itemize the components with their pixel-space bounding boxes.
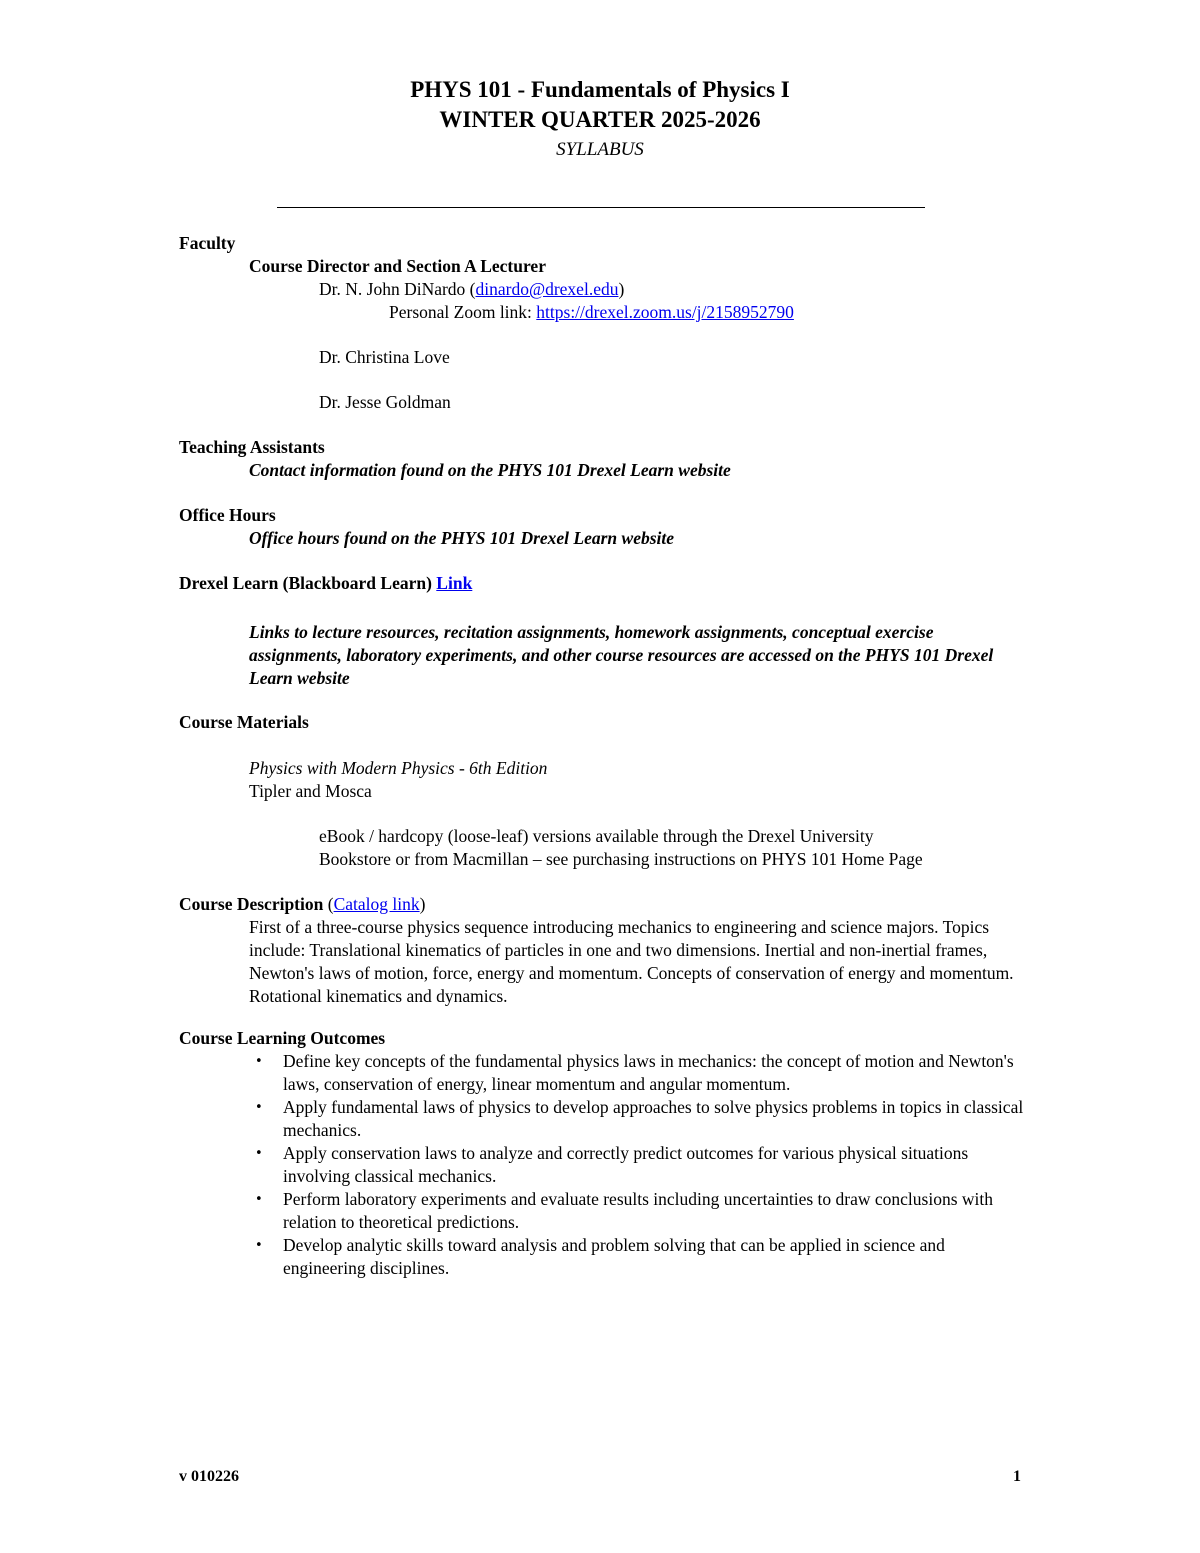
bullet-icon: •: [255, 1192, 263, 1207]
bullet-icon: •: [255, 1054, 263, 1069]
list-item: [249, 1096, 1029, 1142]
faculty-heading: Faculty: [179, 233, 236, 253]
zoom-label: Personal Zoom link:: [389, 302, 537, 322]
course-director-label: Course Director and Section A Lecturer: [249, 256, 546, 276]
textbook-title: Physics with Modern Physics - 6th Edition: [249, 758, 548, 778]
course-description-text: First of a three-course physics sequence introducing mechanics to engineering and science majors. Topics include: Translational kinematics of particles in one and two dimensions. Inertial and non-inertial frames, Newton's laws of motion, force, energy and momentum. Concepts of conservation of energy and momentum. Rotational kinematics and dynamics.: [249, 917, 1014, 1006]
outcome-text: Develop analytic skills toward analysis and problem solving that can be applied in science and engineering disciplines.: [283, 1235, 945, 1278]
zoom-line: [389, 301, 794, 324]
faculty-member-love: Dr. Christina Love: [319, 347, 450, 367]
drexel-learn-link[interactable]: Link: [436, 573, 473, 593]
bullet-icon: •: [255, 1100, 263, 1115]
list-item: [249, 1050, 1029, 1096]
outcome-text: Define key concepts of the fundamental physics laws in mechanics: the concept of motion and Newton's laws, conservation of energy, linear momentum and angular momentum.: [283, 1051, 1014, 1094]
textbook-availability-line-1: eBook / hardcopy (loose-leaf) versions available through the Drexel University: [319, 826, 874, 846]
course-description-heading-line: [179, 893, 425, 916]
drexel-learn-heading: [179, 572, 472, 595]
outcome-text: Apply conservation laws to analyze and correctly predict outcomes for various physical situations involving classical mechanics.: [283, 1143, 969, 1186]
version-label: v 010226: [179, 1468, 239, 1485]
outcome-text: Apply fundamental laws of physics to develop approaches to solve physics problems in topics in classical mechanics.: [283, 1097, 1024, 1140]
director-name-close: ): [618, 279, 625, 299]
textbook-authors: Tipler and Mosca: [249, 781, 372, 801]
drexel-learn-label: Drexel Learn (Blackboard Learn): [179, 573, 437, 593]
bullet-icon: •: [255, 1238, 263, 1253]
course-description-heading: Course Description: [179, 894, 324, 914]
teaching-assistants-note: Contact information found on the PHYS 101 Drexel Learn website: [249, 460, 731, 480]
director-email-link[interactable]: dinardo@drexel.edu: [475, 279, 619, 299]
header-divider: [277, 207, 925, 208]
list-item: [249, 1188, 1029, 1234]
list-item: [249, 1142, 1029, 1188]
page-number: 1: [1013, 1468, 1021, 1485]
course-materials-heading: Course Materials: [179, 712, 309, 732]
office-hours-note: Office hours found on the PHYS 101 Drexel Learn website: [249, 528, 675, 548]
outcome-text: Perform laboratory experiments and evaluate results including uncertainties to draw conclusions with relation to theoretical predictions.: [283, 1189, 994, 1232]
teaching-assistants-heading: Teaching Assistants: [179, 437, 325, 457]
catalog-paren-open: (: [323, 894, 334, 914]
textbook-availability-line-2: Bookstore or from Macmillan – see purchasing instructions on PHYS 101 Home Page: [319, 849, 923, 869]
page-title: PHYS 101 - Fundamentals of Physics I: [410, 77, 790, 102]
catalog-link[interactable]: Catalog link: [333, 894, 420, 914]
drexel-learn-note: Links to lecture resources, recitation assignments, homework assignments, conceptual exercise assignments, laboratory experiments, and other course resources are accessed on the PHYS 101 Drexel Learn website: [249, 622, 994, 688]
learning-outcomes-list: [249, 1050, 1029, 1280]
catalog-paren-close: ): [419, 894, 426, 914]
office-hours-heading: Office Hours: [179, 505, 276, 525]
document-type: SYLLABUS: [556, 139, 644, 160]
director-name: Dr. N. John DiNardo (: [319, 279, 476, 299]
bullet-icon: •: [255, 1146, 263, 1161]
faculty-member-goldman: Dr. Jesse Goldman: [319, 392, 451, 412]
learning-outcomes-heading: Course Learning Outcomes: [179, 1028, 386, 1048]
list-item: [249, 1234, 1029, 1280]
zoom-link[interactable]: https://drexel.zoom.us/j/2158952790: [536, 302, 794, 322]
term-title: WINTER QUARTER 2025-2026: [439, 107, 761, 132]
director-contact: [319, 278, 624, 301]
